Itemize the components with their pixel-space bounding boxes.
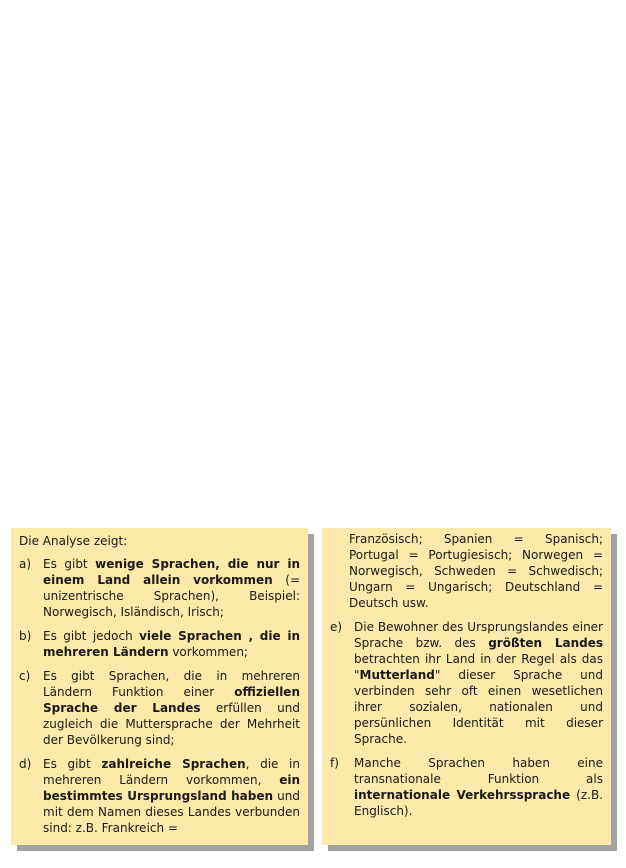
list-item-text <box>43 628 300 660</box>
text-run: erfüllen und zugleich die Muttersprache der Mehrheit der Bevölkerung sind; <box>43 701 300 747</box>
list-marker: b) <box>19 629 32 643</box>
list-item-text <box>43 556 300 620</box>
list-marker: e) <box>330 620 343 634</box>
text-run: (z.B. Englisch). <box>354 788 604 818</box>
text-run: (= unizentrische Sprachen), Beispiel: Norwegisch, Isländisch, Irisch; <box>43 573 300 619</box>
bold-text-run: internationale Verkehrssprache <box>354 788 571 802</box>
continuation-text: Französisch; Spanien = Spanisch; Portugal = Portugiesisch; Norwegen = Norwegisch, Schweden = Schwedisch; Ungarn = Ungarisch; Deutschland = Deutsch usw. <box>349 532 603 610</box>
text-run: Es gibt jedoch <box>43 629 140 643</box>
bold-text-run: größten Landes <box>488 636 603 650</box>
list-item-c <box>19 668 300 748</box>
list-item-d <box>19 756 300 836</box>
bold-text-run: Mutterland <box>359 668 435 682</box>
bold-text-run: ein bestimmtes Ursprungsland haben <box>43 773 300 803</box>
text-run: Es gibt Sprachen, die in mehreren Ländern Funktion einer <box>43 669 300 699</box>
text-run: , die in mehreren Ländern vorkommen, <box>43 757 300 787</box>
text-run: Es gibt <box>43 757 102 771</box>
text-run: Manche Sprachen haben eine transnationale Funktion als <box>354 756 603 786</box>
text-run: betrachten ihr Land in der Regel als das " <box>354 652 603 682</box>
list-item-text <box>43 756 300 836</box>
list-item-a <box>19 556 300 620</box>
text-run: Es gibt <box>43 557 96 571</box>
list-marker: c) <box>19 669 31 683</box>
list-item-e <box>330 619 603 747</box>
intro-text: Die Analyse zeigt: <box>19 534 128 548</box>
list-item-f <box>330 755 603 819</box>
left-text-panel <box>11 528 308 845</box>
bold-text-run: wenige Sprachen, die nur in einem Land allein vorkommen <box>43 557 300 587</box>
right-text-panel <box>322 528 611 845</box>
list-marker: d) <box>19 757 32 771</box>
text-run: und mit dem Namen dieses Landes verbunden sind: z.B. Frankreich = <box>43 789 300 835</box>
bold-text-run: zahlreiche Sprachen <box>101 757 246 771</box>
list-item-text <box>354 619 603 747</box>
bold-text-run: offiziellen Sprache der Landes <box>43 685 300 715</box>
bold-text-run: viele Sprachen , die in mehreren Ländern <box>43 629 300 659</box>
text-run: " dieser Sprache und verbinden sehr oft einen wesetlichen ihrer sozialen, nationalen und persünlichen Identität mit dieser Sprache. <box>354 668 603 746</box>
list-item-text <box>43 668 300 748</box>
list-marker: a) <box>19 557 32 571</box>
text-run: vorkommen; <box>168 645 248 659</box>
list-marker: f) <box>330 756 339 770</box>
list-item-text <box>354 755 603 819</box>
text-run: Die Bewohner des Ursprungslandes einer Sprache bzw. des <box>354 620 603 650</box>
list-item-b <box>19 628 300 660</box>
